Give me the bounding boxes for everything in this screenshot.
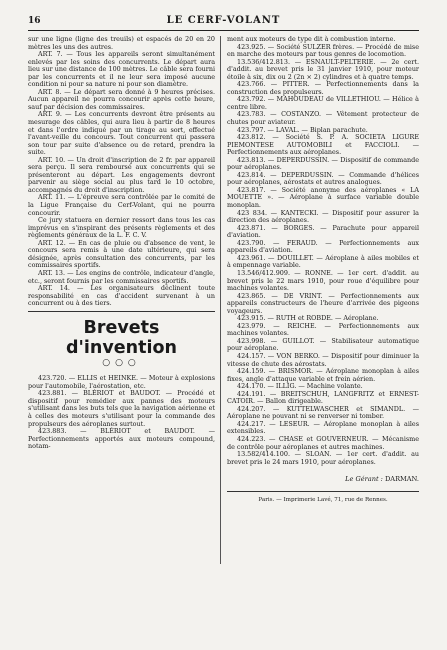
patent-entry: 424.170. — ILLIG. — Machine volante.: [237, 382, 363, 391]
right-column: [227, 36, 419, 504]
rule-paragraph: ART. 9. — Les concurrents devront être présents au mesurage des câbles, qui aura lieu à partir de 8 heures et dans l'ordre indiqué par un tirage au sort, effectué l'avant-veille du concours. Tout concurrent qui passera son tour par suite d'absence ou de retard, prendra la suite.: [28, 110, 215, 157]
patent-entry: 423.881. — BLÉRIOT et BAUDOT. — Procédé et dispositif pour remédier aux pannes des moteurs s'utilisant dans les buts tels que la navigation aérienne et à celles des moteurs s'utilisant pour la commande des propulseurs des aéroplanes surtout.: [28, 389, 215, 428]
journal-title: LE CERF-VOLANT: [166, 15, 281, 26]
patent-entry: 423.812. — Société S. P. A. SOCIETA LIGURE PIEMONTESE AUTOMOBILI et FACCIOLI. — Perfectionnements aux aéroplanes.: [227, 133, 419, 157]
rule-paragraph: sur une ligne (ligne des treuils) et espacés de 20 en 20 mètres les uns des autres.: [28, 35, 215, 51]
patent-entry: 423.783. — COSTANZO. — Vêtement protecteur de chutes pour aviateur.: [227, 110, 419, 127]
patent-entry: 13.536/412.813. — ESNAULT-PELTERIE. — 2e cert. d'addit. au brevet pris le 31 janvier 1910, pour moteur étoile à six, dix ou 2 (2n × 2) cylindres et à quatre temps.: [227, 57, 419, 81]
patent-entry: 424.191. — BREITSCHUH, LANGFRITZ et ERNEST-CATOIR. — Ballon dirigeable.: [227, 389, 419, 406]
patent-entry: 423.961. — DOUILLET. — Aéroplane à ailes mobiles et à empennage variable.: [227, 253, 419, 270]
patent-entry: 423.871. — BORGES. — Parachute pour appareil d'aviation.: [227, 223, 419, 240]
printer-imprint: Paris. — Imprimerie Lavé, 71, rue de Rennes.: [227, 491, 419, 505]
patent-entry: 423.817. — Société anonyme des aéroplanes « LA MOUETTE ». — Aéroplane à surface variable double monoplan.: [227, 185, 419, 210]
patent-entry: 423.865. — DE VRINT. — Perfectionnements aux appareils constructeurs de l'heure d'arrivée des pigeons voyageurs.: [227, 291, 419, 315]
page-header: [28, 14, 419, 31]
rule-paragraph: ART. 14. — Les organisateurs déclinent toute responsabilité en cas d'accident survenant à un concurrent ou à des tiers.: [28, 284, 215, 308]
patent-entry: 423 834. — KANTECKI. — Dispositif pour assurer la direction des aéroplanes.: [227, 208, 419, 225]
patent-entry: 423.883. — BLÉRIOT et BAUDOT. — Perfectionnements apportés aux moteurs compound, notam-: [28, 427, 215, 451]
left-column: [28, 36, 215, 451]
patent-entry: 423.813. — DEPERDUSSIN. — Dispositif de commande pour aéroplanes.: [227, 155, 419, 172]
patent-entry: 13.546/412.909. — RONNE. — 1er cert. d'addit. au brevet pris le 22 mars 1910, pour roue d'équilibre pour machines volantes.: [227, 268, 419, 293]
patent-entry: 423.797. — LAVAL. — Biplan parachute.: [237, 125, 368, 134]
patent-entry: ment aux moteurs de type dit à combustion interne.: [227, 35, 396, 43]
patent-entry: 423.925. — Société SULZER frères. — Procédé de mise en marche des moteurs par tous genres de locomotion.: [227, 42, 419, 59]
page-number: 16: [28, 16, 41, 26]
patent-entry: 423.792. — MAHOUDEAU de VILLETHIOU. — Hélice à centre libre.: [227, 95, 419, 111]
patent-entry: 424.223. — CHASE et GOUVERNEUR. — Mécanisme de contrôle pour aéroplanes et autres machines.: [227, 434, 419, 451]
rule-paragraph: ART. 10. — Un droit d'inscription de 2 fr. par appareil sera perçu. Il sera remboursé aux concurrents qui se présenteront au départ. Les engagements devront parvenir au siège social au plus tard le 10 octobre, accompagnés du droit d'inscription.: [28, 155, 215, 194]
patent-entry: 423.998. — GUILLOT. — Stabilisateur automatique pour aéroplane.: [227, 336, 419, 353]
section-divider: [28, 311, 215, 312]
patent-entry: 423.814. — DEPERDUSSIN. — Commande d'hélices pour aéroplanes, aérostats et autres analogues.: [227, 170, 419, 187]
section-title: Brevets d'invention: [66, 317, 177, 358]
rule-paragraph: ART. 12. — En cas de pluie ou d'absence de vent, le concours sera remis à une date ultérieure, qui sera désignée, après consultation des concurrents, par les commissaires sportifs.: [28, 238, 215, 270]
rule-paragraph: ART. 7. — Tous les appareils seront simultanément enlevés par les soins des concurrents. Le départ aura lieu sur une distance de 100 mètres. Le câble sera fourni par les concurrents et il ne leur sera imposé aucune condition ni pour sa nature ni pour son diamètre.: [28, 50, 215, 89]
patent-entry: 424.217. — LESEUR. — Aéroplane monoplan à ailes extensibles.: [227, 419, 419, 436]
gerant-label: Le Gérant :: [345, 475, 386, 484]
patent-entry: 423.766. — PITTER. — Perfectionnements dans la construction des propulseurs.: [227, 80, 419, 96]
patent-entry: 13.582/414.100. — SLOAN. — 1er cert. d'addit. au brevet pris le 24 mars 1910, pour aéroplanes.: [227, 450, 419, 466]
patent-entry: 423.915. — RUTH et ROBDE. — Aéroplane.: [237, 314, 379, 323]
patent-entry: 424.207. — KUTTELWASCHER et SIMANDL. — Aéroplane ne pouvant ni se renverser ni tomber.: [227, 404, 419, 421]
patent-entry: 424.159. — BRISMOR. — Aéroplane monoplan à ailes fixes, angle d'attaque variable et frein aérien.: [227, 367, 419, 383]
column-divider: [220, 36, 221, 564]
patent-entry: 423.790. — FERAUD. — Perfectionnements aux appareils d'aviation.: [227, 238, 419, 255]
rule-paragraph: ART. 11. — L'épreuve sera contrôlée par le comité de la Ligue Française du Cerf-Volant, qui ne pourra concourir.: [28, 193, 215, 217]
gerant-line: [227, 476, 419, 484]
rule-paragraph: ART. 13. — Les engins de contrôle, indicateur d'angle, etc., seront fournis par les commissaires sportifs.: [28, 268, 215, 285]
section-ornament: ○○○: [102, 357, 141, 368]
patent-entry: 423.979. — REICHE. — Perfectionnements aux machines volantes.: [227, 321, 419, 338]
gerant-name: DARMAN.: [385, 475, 419, 484]
rule-paragraph: Ce jury statuera en dernier ressort dans tous les cas imprévus en s'inspirant des présents règlements et des règlements généraux de la L. F. C. V.: [28, 216, 215, 240]
patent-entry: 424.157. — VON BERKO. — Dispositif pour diminuer la vitesse de chute des aérostats.: [227, 351, 419, 368]
rule-paragraph: ART. 8. — Le départ sera donné à 9 heures précises. Aucun appareil ne pourra concourir après cette heure, sauf par décision des commissaires.: [28, 87, 215, 111]
patent-entry: 423.720. — ELLIS et HEINKE. — Moteur à explosions pour l'automobile, l'aérostation, etc.: [28, 374, 215, 390]
